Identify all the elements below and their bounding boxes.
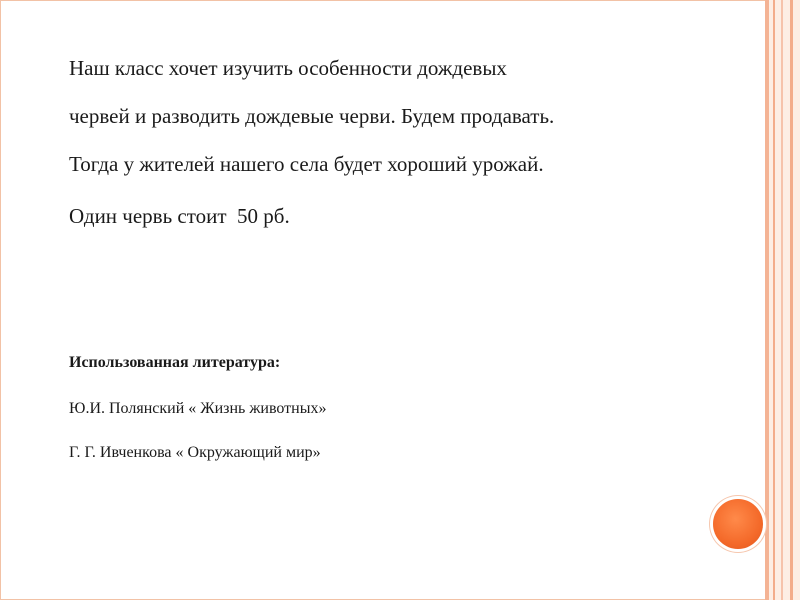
references-title: Использованная литература: [69,354,281,371]
decorative-stripe [773,0,775,600]
decorative-stripe [781,0,783,600]
paragraph-line: Тогда у жителей нашего села будет хороший урожай. [69,152,544,176]
main-paragraph [69,44,701,188]
paragraph-line: Наш класс хочет изучить особенности дождевых [69,56,507,80]
reference-item: Ю.И. Полянский « Жизнь животных» [69,400,327,417]
reference-item: Г. Г. Ивченкова « Окружающий мир» [69,444,321,461]
decorative-circle-icon [713,499,763,549]
decorative-stripe [765,0,769,600]
decorative-stripe [790,0,793,600]
references-section [69,352,689,486]
price-line: Один червь стоит 50 рб. [69,204,290,228]
paragraph-line: червей и разводить дождевые черви. Будем продавать. [69,104,555,128]
